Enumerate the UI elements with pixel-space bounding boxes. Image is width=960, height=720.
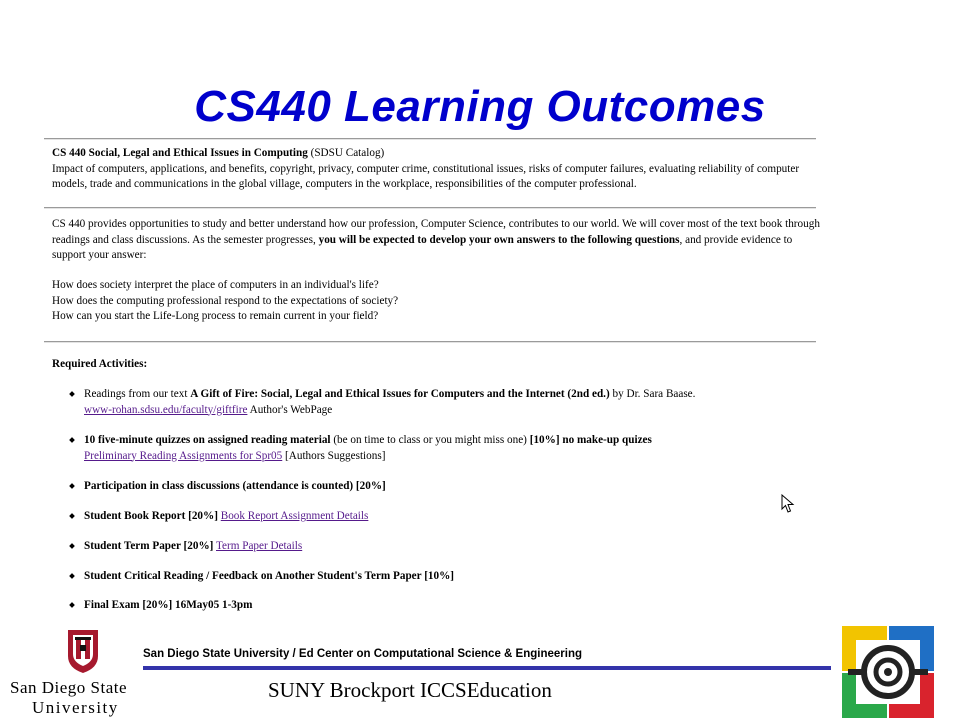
footer-center-text: SUNY Brockport ICCSEducation <box>268 678 552 702</box>
sdsu-logo <box>8 628 148 716</box>
intro-text-b: , and provide evidence to support your answer: <box>52 233 793 261</box>
term-paper-details-link[interactable]: Term Paper Details <box>216 540 303 552</box>
activities-heading: Required Activities: <box>52 358 148 370</box>
intro-text-a: CS 440 provides opportunities to study and better understand how our profession, Computer Science, contributes to our world. We will cover most of the text book through readings and class discussions. As the semester progresses, <box>52 218 820 246</box>
divider <box>44 138 816 140</box>
bullet-icon <box>69 573 75 579</box>
book-report-details-link[interactable]: Book Report Assignment Details <box>220 510 369 522</box>
catalog-text: Impact of computers, applications, and benefits, copyright, privacy, computer crime, constitutional issues, risks of computer failures, evaluating reliability of computer models, trade and communications in the global village, computers in the workplace, responsibilities of the computer professional. <box>52 162 800 190</box>
catalog-heading: CS 440 Social, Legal and Ethical Issues in Computing <box>52 147 308 159</box>
sdsu-name-line2: University <box>32 698 119 717</box>
catalog-source: (SDSU Catalog) <box>310 147 385 159</box>
ccs-education-logo <box>842 626 934 718</box>
divider <box>44 207 816 209</box>
divider <box>44 341 816 343</box>
book-title: A Gift of Fire: Social, Legal and Ethical Issues for Computers and the Internet (2nd ed.) <box>190 388 610 400</box>
bullet-icon <box>69 483 75 489</box>
sdsu-name-line1: San Diego State <box>10 678 128 697</box>
footer-affiliation: San Diego State University / Ed Center on Computational Science & Engineering <box>143 648 582 660</box>
bullet-icon <box>69 602 75 608</box>
bullet-icon <box>69 513 75 519</box>
intro-text-bold: you will be expected to develop your own answers to the following questions <box>318 233 680 246</box>
slide-title: CS440 Learning Outcomes <box>194 82 766 131</box>
document-screenshot: CS 440 Social, Legal and Ethical Issues in Computing (SDSU Catalog) Impact of computers, applications, and benefits, copyright, privacy, computer crime, constitutional issues, risks of computer failures, evaluating reliability of computer models, trade and communications in the global village, computers in the workplace, responsibilities of the computer professional. CS 440 provides opportunities to study and better understand how our profession, Computer Science, contributes to our world. We will cover most of the text book through readings and class discussions. As the semester progresses, you will be expected to develop your own answers to the following questions, and provide evidence to support your answer: How does society interpret the place of computers in an individual's life? How does the computing professional respond to the expectations of society? How can you start the Life-Long process to remain current in your field? Required Activities: Readings from our text A Gift of Fire: Social, Legal and Ethical Issues for Computers and the Internet (2nd ed.) by Dr. Sara Baase. www-rohan.sdsu.edu/faculty/giftfire Author's WebPage 10 five-minute quizzes on assigned reading material (be on time to class or you might miss one) [10%] no make-up quizes Preliminary Reading Assignments for Spr05 [Authors Suggestions] Participation in class discussions (attendance is counted) [20%] Student Book Report [20%] Book Report Assignment Details Student Term Paper [20%] Term Paper Details Student Critical Reading / Feedback on Another Student's Term Paper [10%] Final Exam [20%] 16May05 1-3pm <box>44 138 820 620</box>
intro-paragraph <box>52 217 820 264</box>
catalog-description <box>52 146 820 193</box>
bullet-icon <box>69 391 75 397</box>
question-item: How can you start the Life-Long process to remain current in your field? <box>52 310 379 322</box>
question-item: How does society interpret the place of computers in an individual's life? <box>52 279 379 291</box>
bullet-icon <box>69 543 75 549</box>
questions-list <box>52 278 820 325</box>
mouse-pointer-icon <box>781 494 795 514</box>
author-webpage-link[interactable]: www-rohan.sdsu.edu/faculty/giftfire <box>84 403 248 416</box>
footer-rule <box>143 666 831 670</box>
bullet-icon <box>69 437 75 443</box>
reading-assignments-link[interactable]: Preliminary Reading Assignments for Spr05 <box>84 449 283 462</box>
question-item: How does the computing professional respond to the expectations of society? <box>52 294 399 307</box>
sdsu-shield-icon <box>66 628 100 674</box>
